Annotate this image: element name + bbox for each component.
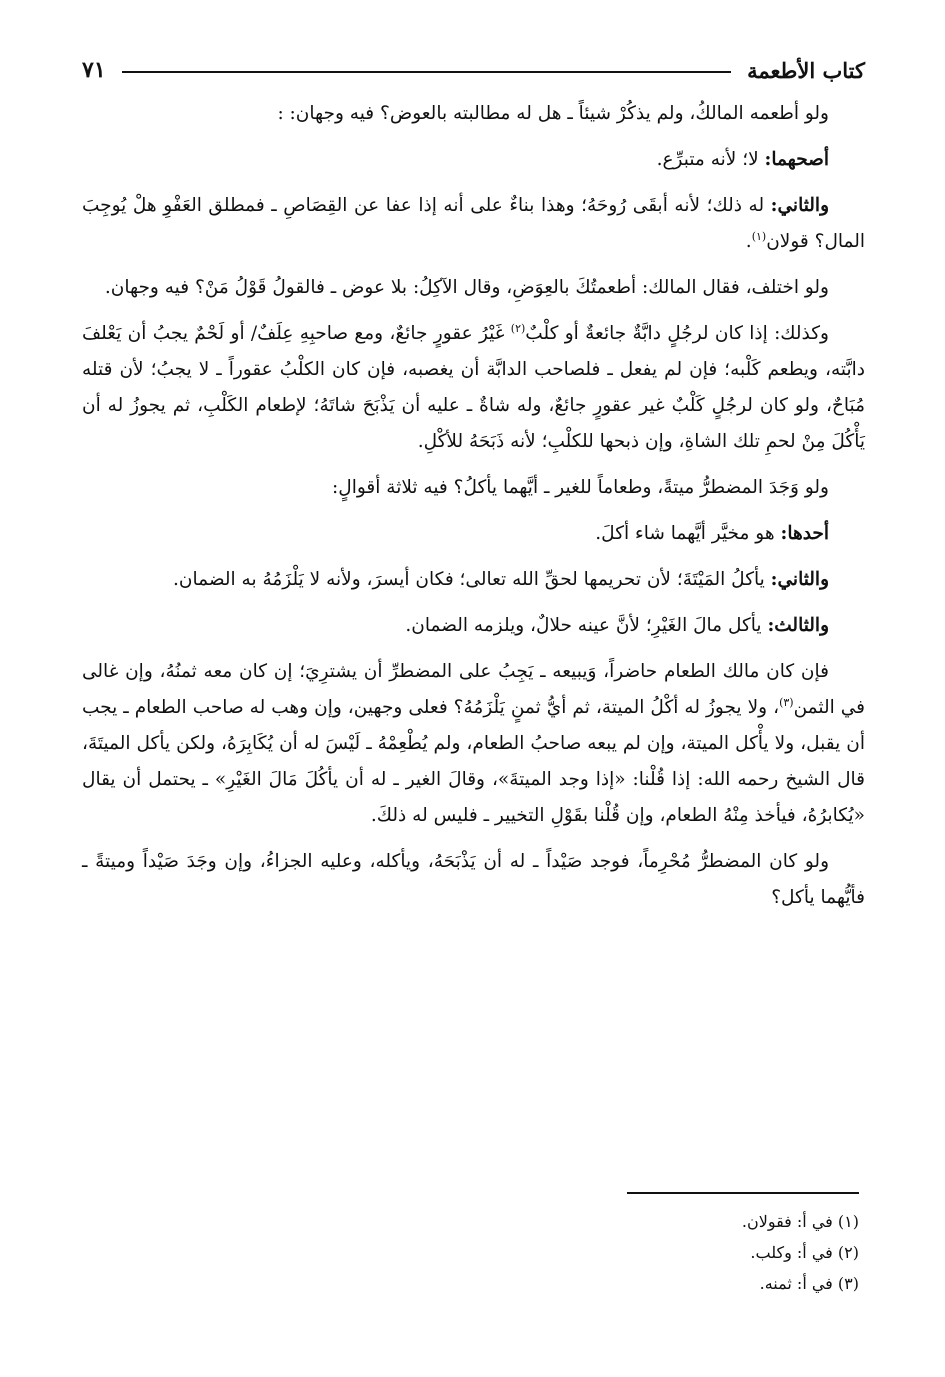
paragraph-text: لا؛ لأنه متبرِّع. — [656, 149, 765, 170]
paragraph-text: يأكل مالَ الغَيْرِ؛ لأنَّ عينه حلالٌ، ويلزمه الضمان. — [405, 615, 768, 636]
running-header — [82, 52, 865, 88]
paragraph — [82, 316, 865, 460]
paragraph — [82, 562, 865, 598]
footnote: (٢) في أ: وكلب. — [750, 1243, 859, 1262]
paragraph-lead: والثاني: — [770, 195, 829, 216]
paragraph-text: يأكلُ المَيْتَةَ؛ لأن تحريمها لحقِّ الله تعالى؛ فكان أيسرَ، ولأنه لا يَلْزَمُهُ به الضمان. — [173, 569, 771, 590]
paragraph — [82, 270, 865, 306]
footnote: (١) في أ: فقولان. — [741, 1212, 859, 1231]
paragraph-text: ولو اختلف، فقال المالك: أطعمتُكَ بالعِوَضِ، وقال الآكِلُ: بلا عوض ـ فالقولُ قَوْلُ مَنْ؟ فيه وجهان. — [104, 277, 829, 298]
paragraph — [82, 188, 865, 260]
paragraph-text: هو مخيَّر أيَّهما شاء أكلَ. — [595, 523, 781, 544]
paragraph-lead: أحدها: — [780, 523, 829, 544]
paragraph-lead: أصحهما: — [764, 149, 829, 170]
page-number: ٧١ — [82, 57, 106, 83]
paragraph-text: فإن كان مالك الطعام حاضراً، وَيبيعه ـ يَجِبُ على المضطرِّ أن يشترِيَ؛ إن كان معه ثمنُهُ، وإن غالى في الثمن — [82, 661, 865, 718]
paragraph-tail: . — [745, 231, 752, 252]
paragraph-tail: غَيْرُ عقورٍ جائعٌ، ومع صاحبِهِ عِلَفٌ/ أو لَحْمٌ يجبُ أن يَعْلفَ دابَّته، ويطعم كَلْبه؛ فإن لم يفعل ـ فلصاحب الدابَّة أن يغصبه، فإن كان الكلْبُ عقوراً ـ لا يجبُ؛ لأن قتله مُبَاحٌ، ولو كان لرجُلٍ كَلْبٌ غير عقورٍ جائعٌ، وله شاةٌ ـ عليه أن يَذْبَحَ شاتَهُ؛ لإطعام الكَلْبِ، ثم يجوزُ له أن يَأْكُلَ مِنْ لحمِ تلك الشاةِ، وإن ذبحها للكلْبِ؛ لأنه ذَبَحَهُ للأكْلِ. — [82, 323, 865, 452]
paragraph-lead: والثالث: — [767, 615, 829, 636]
paragraph-lead: والثاني: — [770, 569, 829, 590]
paragraph — [82, 470, 865, 506]
paragraph — [82, 142, 865, 178]
paragraph — [82, 654, 865, 834]
paragraph-text: له ذلك؛ لأنه أبقَى رُوحَهُ؛ وهذا بناءٌ على أنه إذا عفا عن القِصَاصِ ـ فمطلق العَفْوِ هلْ يُوجِبَ المال؟ قولان — [82, 195, 865, 252]
footnote: (٣) في أ: ثمنه. — [759, 1274, 859, 1293]
paragraph — [82, 844, 865, 916]
footnote-rule — [627, 1192, 859, 1194]
paragraph-tail: ، ولا يجوزُ له أكْلُ الميتة، ثم أيُّ ثمنٍ يَلْزَمُهُ؟ فعلى وجهين، وإن وهب له صاحب الطعام ـ يجب أن يقبل، ولا يأْكل الميتة، وإن لم يبعه صاحبُ الطعام، ولم يُطْعِمْهُ ـ لَيْسَ له أن يُكَابِرَهُ، ولكن يأكل الميتَةَ، قال الشيخ رحمه الله: إذا قُلْنا: «إذا وجد الميتةَ»، وقالَ الغير ـ له أن يأكُلَ مَالَ الغَيْرِ» ـ يحتمل أن يقال «يُكابرُهُ، فيأخذ مِنْهُ الطعام، وإن قُلْنا بقَوْلِ التخيير ـ فليس له ذلكَ. — [82, 697, 865, 826]
footnote-ref: (٢) — [510, 321, 526, 335]
chapter-title: كتاب الأطعمة — [747, 57, 865, 83]
paragraph-text: ولو وَجَدَ المضطرُّ ميتةً، وطعاماً للغير ـ أيَّهما يأكلُ؟ فيه ثلاثة أقوالٍ: — [332, 477, 829, 498]
paragraph — [82, 96, 865, 132]
paragraph — [82, 608, 865, 644]
header-rule — [122, 71, 731, 73]
footnotes — [82, 1206, 859, 1299]
paragraph-text: ولو أطعمه المالكُ، ولم يذكُرْ شيئاً ـ هل له مطالبته بالعوض؟ فيه وجهان: : — [277, 103, 829, 124]
footnote-ref: (١) — [751, 229, 767, 243]
paragraph-text: وكذلك: إذا كان لرجُلٍ دابَّةٌ جائعةٌ أو كلْبٌ — [525, 323, 829, 344]
paragraph-text: ولو كان المضطرُّ مُحْرِماً، فوجد صَيْداً ـ له أن يَذْبَحَهُ، ويأكله، وعليه الجزاءُ، وإن وجَدَ صَيْداً وميتةً ـ فأيُّهما يأكل؟ — [82, 851, 865, 908]
paragraph — [82, 516, 865, 552]
body-text — [82, 96, 865, 926]
footnote-ref: (٣) — [779, 695, 794, 709]
